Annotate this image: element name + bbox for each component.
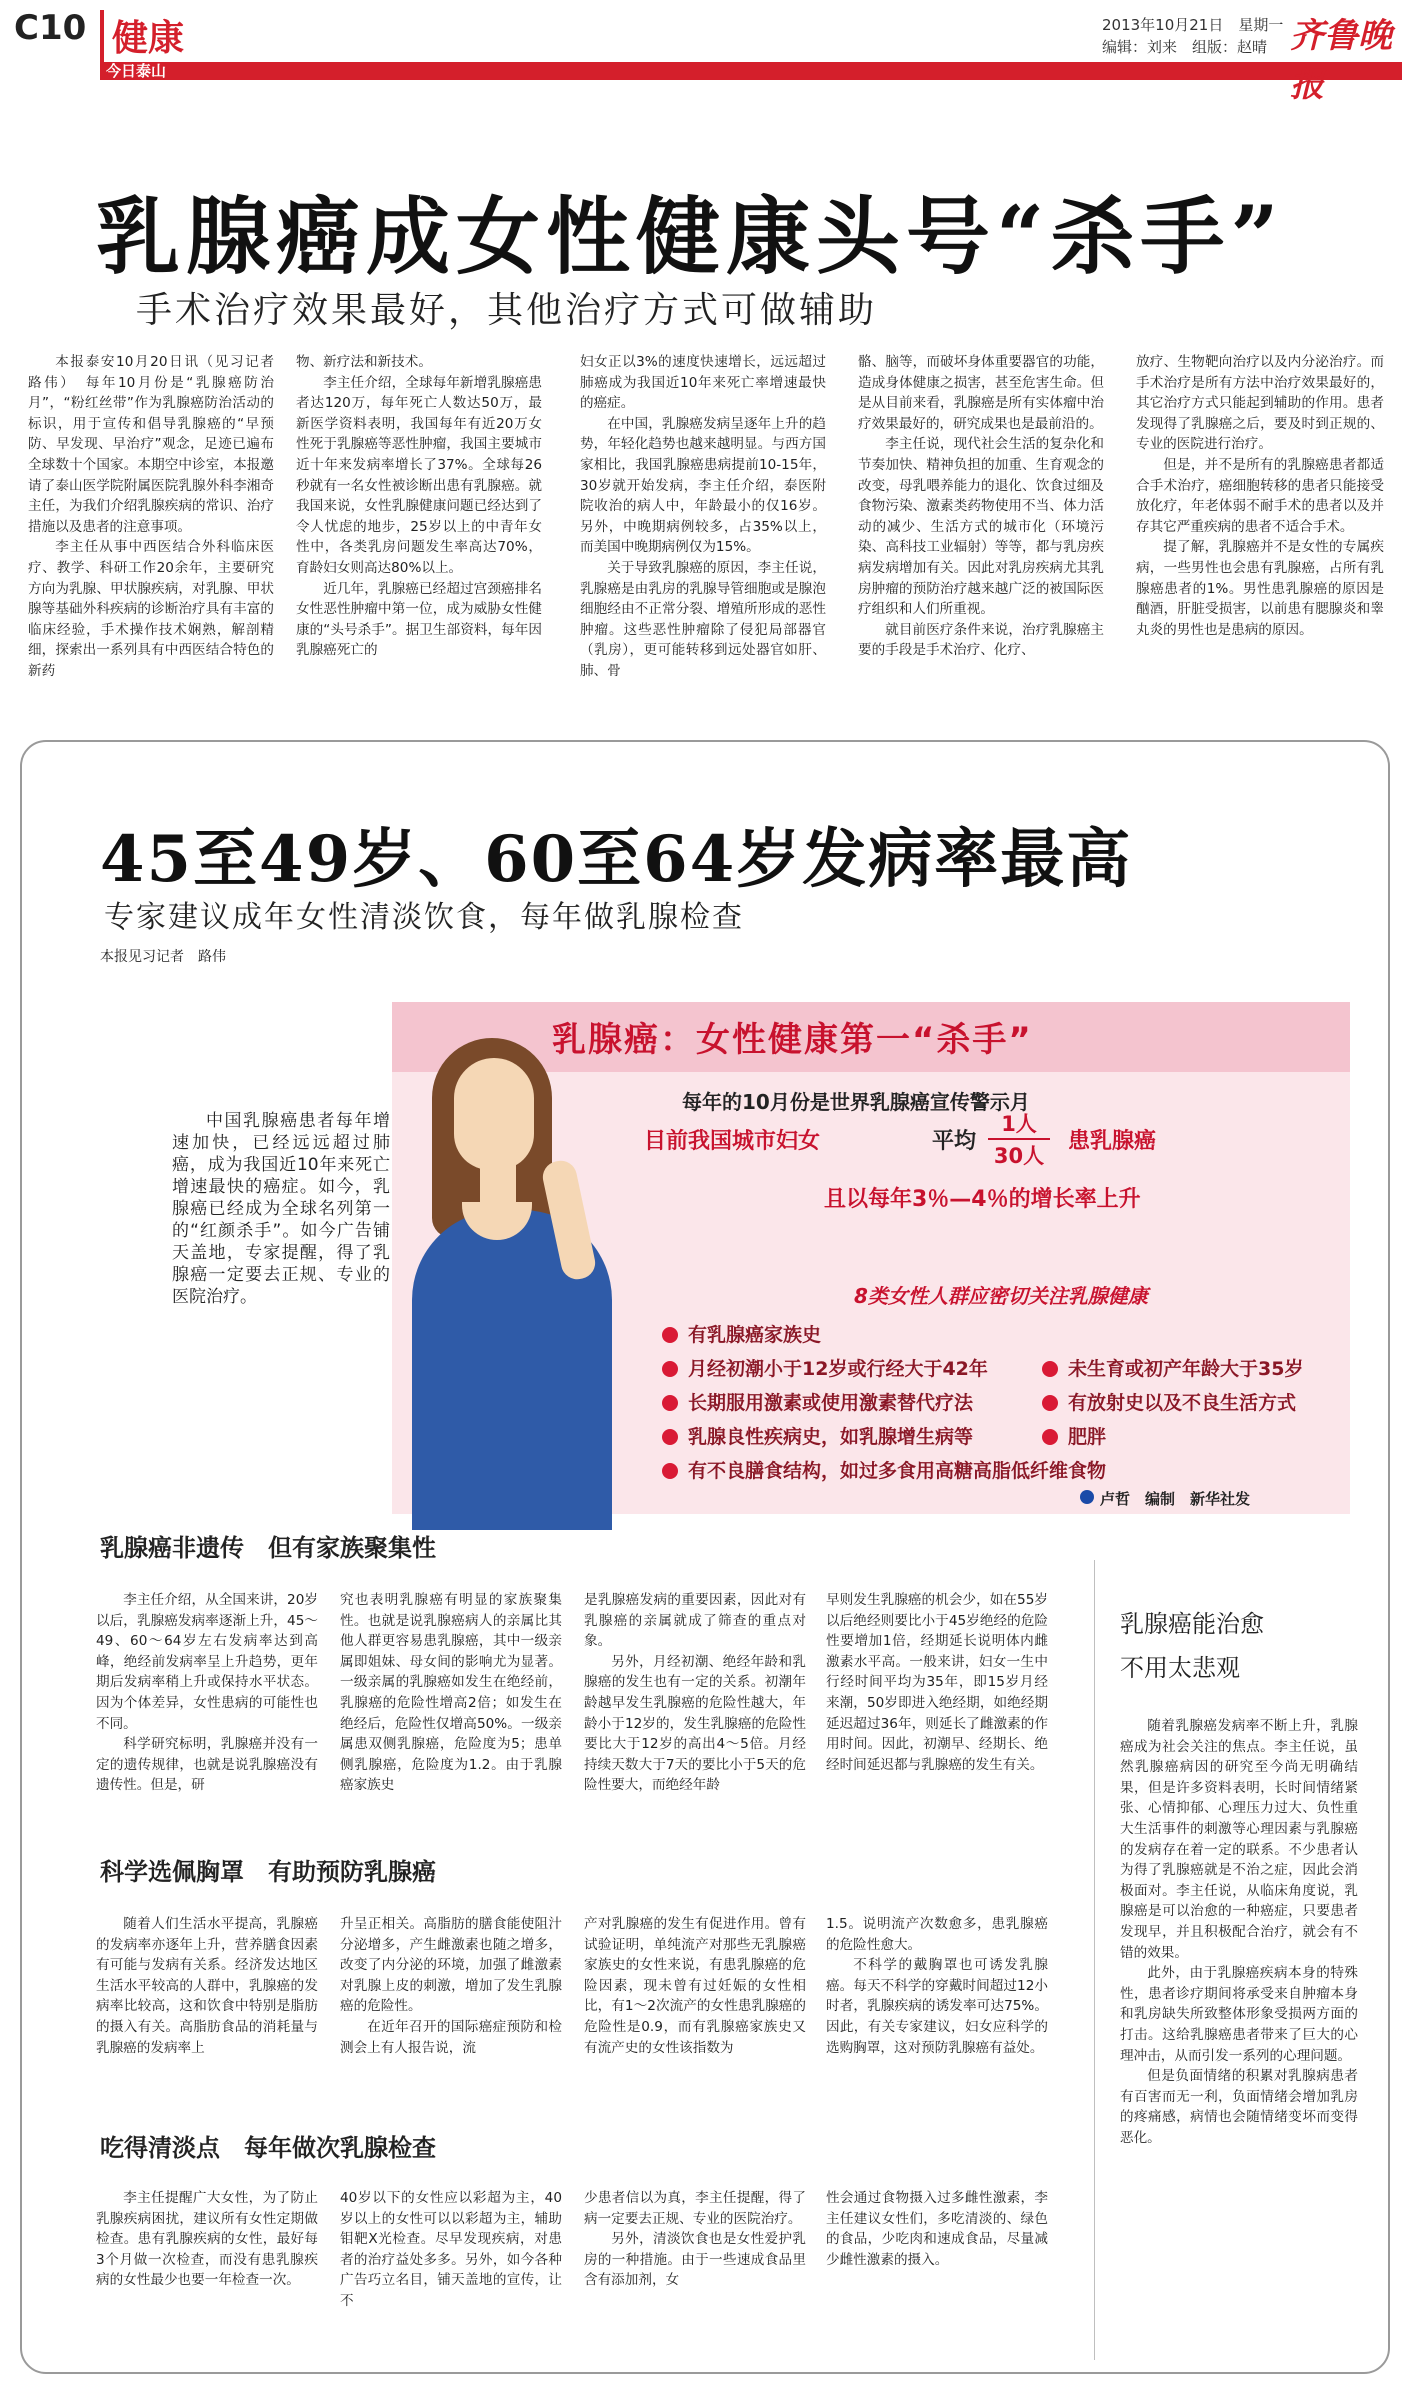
risk-item (662, 1354, 988, 1381)
paragraph: 随着乳腺癌发病率不断上升，乳腺癌成为社会关注的焦点。李主任说，虽然乳腺癌病因的研究至今尚无明确结果，但是许多资料表明，长时间情绪紧张、心情抑郁、心理压力过大、负性重大生活事件的刺激等心理因素与乳腺癌的发病存在着一定的联系。不少患者认为得了乳腺癌就是不治之症，因此会消极面对。李主任说，从临床角度说，乳腺癌是可以治愈的一种癌症，只要患者发现早，并且积极配合治疗，就会有不错的效果。 (1120, 1718, 1358, 1961)
paragraph: 科学研究标明，乳腺癌并没有一定的遗传规律，也就是说乳腺癌没有遗传性。但是，研 (96, 1736, 318, 1794)
urban-women-label: 目前我国城市妇女 (644, 1129, 821, 1154)
paragraph: 少患者信以为真，李主任提醒，得了病一定要去正规、专业的医院治疗。 (584, 2190, 806, 2227)
face-shape (454, 1058, 534, 1170)
section1-column-2 (340, 1590, 562, 1840)
growth-rate-line: 且以每年3％—4％的增长率上升 (824, 1187, 1141, 1212)
paragraph: 此外，由于乳腺癌疾病本身的特殊性，患者诊疗期间将承受来自肿瘤本身和乳房缺失所致整体形象受损两方面的打击。这给乳腺癌患者带来了巨大的心理冲击，从而引发一系列的心理问题。 (1120, 1965, 1358, 2064)
infographic-title: 乳腺癌：女性健康第一“杀手” (552, 1020, 1033, 1060)
risk-text: 月经初潮小于12岁或行经大于42年 (688, 1358, 988, 1380)
risk-text: 未生育或初产年龄大于35岁 (1068, 1358, 1304, 1380)
bullet-icon (1042, 1429, 1058, 1445)
paragraph: 在近年召开的国际癌症预防和检测会上有人报告说，流 (340, 2018, 562, 2056)
bullet-icon (662, 1361, 678, 1377)
section-heading: 吃得清淡点 每年做次乳腺检查 (100, 2134, 436, 2162)
byline: 本报见习记者 路伟 (100, 949, 226, 965)
risk-text: 肥胖 (1068, 1426, 1107, 1448)
paragraph: 李主任介绍，从全国来讲，20岁以后，乳腺癌发病率逐渐上升，45～49、60～64岁左右发病率达到高峰，绝经前发病率呈上升趋势，更年期后发病率稍上升或保持水平状态。因为个体差异，女性患病的可能性也不同。 (96, 1592, 318, 1732)
section1-column-1 (96, 1590, 318, 1840)
section-name: 健康 (112, 17, 185, 59)
section3-column-1 (96, 2188, 318, 2358)
risk-text: 有不良膳食结构，如过多食用高糖高脂低纤维食物 (688, 1460, 1107, 1482)
average-label: 平均 (932, 1129, 977, 1154)
paragraph: 是乳腺癌发病的重要因素，因此对有乳腺癌的亲属就成了筛查的重点对象。 (584, 1592, 806, 1650)
section3-column-2 (340, 2188, 562, 2358)
paragraph: 物、新疗法和新技术。 (296, 354, 432, 370)
risk-item (1042, 1422, 1106, 1449)
section2-column-4 (826, 1914, 1048, 2124)
paragraph: 在中国，乳腺癌发病呈逐年上升的趋势，年轻化趋势也越来越明显。与西方国家相比，我国乳腺癌患病提前10-15年，30岁就开始发病，李主任介绍，泰医附院收治的病人中，年龄最小的仅16岁。另外，中晚期病例较多，占35%以上，而美国中晚期病例仅为15%。 (580, 415, 826, 556)
paragraph: 本报泰安10月20日讯（见习记者 路伟） 每年10月份是“乳腺癌防治月”，“粉红丝带”作为乳腺癌防治活动的标识，用于宣传和倡导乳腺癌的“早预防、早发现、早治疗”观念，足迹已遍布全球数十个国家。本期空中诊室，本报邀请了泰山医学院附属医院乳腺外科李湘奇主任，为我们介绍乳腺疾病的常识、治疗措施以及患者的注意事项。 (28, 354, 288, 535)
ratio-fraction (988, 1108, 1050, 1170)
paragraph: 李主任从事中西医结合外科临床医疗、教学、科研工作20余年，主要研究方向为乳腺、甲状腺疾病，对乳腺、甲状腺等基础外科疾病的诊断治疗具有丰富的临床经验，手术操作技术娴熟，解剖精细，探索出一系列具有中西医结合特色的新药 (28, 539, 274, 679)
feature-subheadline: 专家建议成年女性清淡饮食，每年做乳腺检查 (104, 900, 744, 935)
risk-text: 乳腺良性疾病史，如乳腺增生病等 (688, 1426, 974, 1448)
paragraph: 升呈正相关。高脂肪的膳食能使阻汁分泌增多，产生雌激素也随之增多，改变了内分泌的环境，加强了雌激素对乳腺上皮的刺激，增加了发生乳腺癌的危险性。 (340, 1916, 562, 2015)
section3-column-4 (826, 2188, 1048, 2358)
paragraph: 早则发生乳腺癌的机会少，如在55岁以后绝经则要比小于45岁绝经的危险性要增加1倍，经期延长说明体内雌激素水平高。一般来讲，妇女一生中行经时间平均为35年，即15岁月经来潮，50岁即进入绝经期，如绝经期延迟超过36年，则延长了雌激素的作用时间。因此，初潮早、经期长、绝经时间延迟都与乳腺癌的发生有关。 (826, 1592, 1048, 1773)
section1-column-4 (826, 1590, 1048, 1840)
main-subheadline: 手术治疗效果最好，其他治疗方式可做辅助 (136, 290, 878, 331)
section2-column-3 (584, 1914, 806, 2124)
paragraph: 妇女正以3%的速度快速增长，远远超过肺癌成为我国近10年来死亡率增速最快的癌症。 (580, 354, 826, 412)
paragraph: 究也表明乳腺癌有明显的家族聚集性。也就是说乳腺癌病人的亲属比其他人群更容易患乳腺癌，其中一级亲属即姐妹、母女间的影响尤为显著。一级亲属的乳腺癌如发生在绝经前，乳腺癌的危险性增高2倍；如发生在绝经后，危险性仅增高50%。一级亲属患双侧乳腺癌，危险度为5；患单侧乳腺癌，危险度为1.2。由于乳腺癌家族史 (340, 1592, 562, 1794)
section-heading: 科学选佩胸罩 有助预防乳腺癌 (100, 1858, 436, 1886)
risk-item (662, 1320, 821, 1347)
paragraph: 1.5。说明流产次数愈多，患乳腺癌的危险性愈大。 (826, 1916, 1048, 1953)
editor-credit: 编辑：刘来 组版：赵晴 (1102, 38, 1268, 56)
section3-column-3 (584, 2188, 806, 2358)
issue-date: 2013年10月21日 星期一 (1102, 16, 1284, 34)
risk-text: 长期服用激素或使用激素替代疗法 (688, 1392, 974, 1414)
paragraph: 另外，清淡饮食也是女性爱护乳房的一种措施。由于一些速成食品里含有添加剂，女 (584, 2231, 806, 2289)
sidebar-heading-line-1: 乳腺癌能治愈 (1120, 1610, 1264, 1638)
paragraph: 另外，月经初潮、绝经年龄和乳腺癌的发生也有一定的关系。初潮年龄越早发生乳腺癌的危险性越大，年龄小于12岁的，发生乳腺癌的危险性要比大于12岁的高出4～5倍。月经持续天数大于7天的要比小于5天的危险性要大，而绝经年龄 (584, 1653, 806, 1794)
risk-groups-heading: 8类女性人群应密切关注乳腺健康 (854, 1284, 1148, 1308)
sidebar-body (1120, 1716, 1358, 2356)
paragraph: 放疗、生物靶向治疗以及内分泌治疗。而手术治疗是所有方法中治疗效果最好的，其它治疗方式只能起到辅助的作用。患者发现得了乳腺癌之后，要及时到正规的、专业的医院进行治疗。 (1136, 354, 1384, 453)
header-separator (100, 10, 104, 62)
ratio-numerator: 1人 (988, 1108, 1050, 1140)
paragraph: 就目前医疗条件来说，治疗乳腺癌主要的手段是手术治疗、化疗、 (858, 621, 1104, 659)
main-headline: 乳腺癌成女性健康头号“杀手” (96, 187, 1285, 286)
paragraph: 李主任提醒广大女性，为了防止乳腺疾病困扰，建议所有女性定期做检查。患有乳腺疾病的女性，最好每3个月做一次检查，而没有患乳腺疾病的女性最少也要一年检查一次。 (96, 2190, 318, 2289)
bullet-icon (662, 1463, 678, 1479)
article1-column-5 (1136, 352, 1384, 692)
page-number: C10 (14, 8, 87, 48)
article1-column-2 (296, 352, 542, 692)
paragraph: 但是负面情绪的积累对乳腺病患者有百害而无一利，负面情绪会增加乳房的疼痛感，病情也会随情绪变坏而变得恶化。 (1120, 2068, 1358, 2146)
feature-headline: 45至49岁、60至64岁发病率最高 (100, 822, 1133, 897)
bullet-icon (1042, 1361, 1058, 1377)
risk-text: 有放射史以及不良生活方式 (1068, 1392, 1297, 1414)
lead-text: 中国乳腺癌患者每年增速加快，已经远远超过肺癌，成为我国近10年来死亡增速最快的癌症。如今，乳腺癌已经成为全球名列第一的“红颜杀手”。如今广告铺天盖地，专家提醒，得了乳腺癌一定要去正规、专业的医院治疗。 (172, 1111, 390, 1307)
bullet-icon (662, 1429, 678, 1445)
sidebar-divider (1094, 1560, 1095, 2360)
awareness-month-line: 每年的10月份是世界乳腺癌宣传警示月 (682, 1090, 1030, 1114)
risk-item (662, 1388, 973, 1415)
paragraph: 李主任说，现代社会生活的复杂化和节奏加快、精神负担的加重、生育观念的改变，母乳喂养能力的退化、饮食过细及食物污染、激素类药物使用不当、体力活动的减少、生活方式的城市化（环境污染、高科技工业辐射）等等，都与乳房疾病发病增加有关。因此对乳房疾病尤其乳房肿瘤的预防治疗越来越广泛的被国际医疗组织和人们所重视。 (858, 436, 1104, 618)
bullet-icon (662, 1327, 678, 1343)
paragraph: 但是，并不是所有的乳腺癌患者都适合手术治疗，癌细胞转移的患者只能接受放化疗，年老体弱不耐手术的患者以及并存其它严重疾病的患者不适合手术。 (1136, 456, 1384, 535)
sub-section-name: 今日泰山 (106, 62, 167, 80)
sidebar-heading-line-2: 不用太悲观 (1120, 1654, 1240, 1682)
paragraph: 关于导致乳腺癌的原因，李主任说，乳腺癌是由乳房的乳腺导管细胞或是腺泡细胞经由不正常分裂、增殖所形成的恶性肿瘤。这些恶性肿瘤除了侵犯局部器官（乳房），更可能转移到远处器官如肝、肺、骨 (580, 559, 826, 679)
section-heading: 乳腺癌非遗传 但有家族聚集性 (100, 1534, 436, 1562)
paragraph: 提了解，乳腺癌并不是女性的专属疾病，一些男性也会患有乳腺癌，占所有乳腺癌患者的1%。男性患乳腺癌的原因是酗酒，肝脏受损害，以前患有腮腺炎和睾丸炎的男性也是患病的原因。 (1136, 539, 1384, 638)
section2-column-2 (340, 1914, 562, 2124)
paragraph: 李主任介绍，全球每年新增乳腺癌患者达120万，每年死亡人数达50万，最新医学资料表明，我国每年有近20万女性死于乳腺癌等恶性肿瘤，我国主要城市近十年来发病率增长了37%。全球每26秒就有一名女性被诊断出患有乳腺癌。就我国来说，女性乳腺健康问题已经达到了令人忧虑的地步，25岁以上的中青年女性中，各类乳房问题发生率高达70%，育龄妇女则高达80%以上。 (296, 374, 542, 576)
header-bar (100, 62, 1402, 80)
lead-paragraph (172, 1110, 390, 1308)
section1-column-3 (584, 1590, 806, 1840)
section2-column-1 (96, 1914, 318, 2124)
paragraph: 40岁以下的女性应以彩超为主，40岁以上的女性可以以彩超为主，辅助钼靶X光检查。尽早发现疾病，对患者的治疗益处多多。另外，如今各种广告巧立名目，铺天盖地的宣传，让不 (340, 2190, 562, 2309)
paragraph: 骼、脑等，而破坏身体重要器官的功能，造成身体健康之损害，甚至危害生命。但是从目前来看，乳腺癌是所有实体瘤中治疗效果最好的，研究成果也是最前沿的。 (858, 354, 1104, 432)
infographic (392, 1002, 1350, 1514)
paragraph: 不科学的戴胸罩也可诱发乳腺癌。每天不科学的穿戴时间超过12小时者，乳腺疾病的诱发率可达75%。因此，有关专家建议，妇女应科学的选购胸罩，这对预防乳腺癌有益处。 (826, 1957, 1048, 2056)
newspaper-logo: 齐鲁晚报 (1290, 16, 1392, 105)
ratio-denominator: 30人 (993, 1144, 1045, 1168)
paragraph: 产对乳腺癌的发生有促进作用。曾有试验证明，单纯流产对那些无乳腺癌家族史的女性来说，有患乳腺癌的危险因素，现未曾有过妊娠的女性相比，有1～2次流产的女性患乳腺癌的危险性是0.9，而有乳腺癌家族史又有流产史的女性该指数为 (584, 1916, 806, 2056)
risk-item (662, 1456, 1106, 1483)
risk-text: 有乳腺癌家族史 (688, 1324, 822, 1346)
paragraph: 性会通过食物摄入过多雌性激素，李主任建议女性们，多吃清淡的、绿色的食品，少吃肉和速成食品，尽量减少雌性激素的摄入。 (826, 2190, 1048, 2268)
article1-column-3 (580, 352, 826, 692)
woman-illustration (402, 1032, 652, 1514)
bullet-icon (1042, 1395, 1058, 1411)
breast-cancer-label: 患乳腺癌 (1068, 1129, 1157, 1154)
bullet-icon (662, 1395, 678, 1411)
paragraph: 随着人们生活水平提高，乳腺癌的发病率亦逐年上升，营养膳食因素有可能与发病有关系。经济发达地区生活水平较高的人群中，乳腺癌的发病率比较高，这和饮食中特别是脂肪的摄入有关。高脂肪食品的消耗量与乳腺癌的发病率上 (96, 1916, 318, 2056)
paragraph: 近几年，乳腺癌已经超过宫颈癌排名女性恶性肿瘤中第一位，成为威胁女性健康的“头号杀手”。据卫生部资料，每年因乳腺癌死亡的 (296, 580, 542, 659)
infographic-credit: 卢哲 编制 新华社发 (1100, 1490, 1251, 1508)
risk-item (1042, 1354, 1303, 1381)
risk-item (662, 1422, 973, 1449)
xinhua-logo-icon (1080, 1490, 1094, 1504)
risk-item (1042, 1388, 1296, 1415)
article1-column-4 (858, 352, 1104, 692)
article1-column-1 (28, 352, 288, 692)
